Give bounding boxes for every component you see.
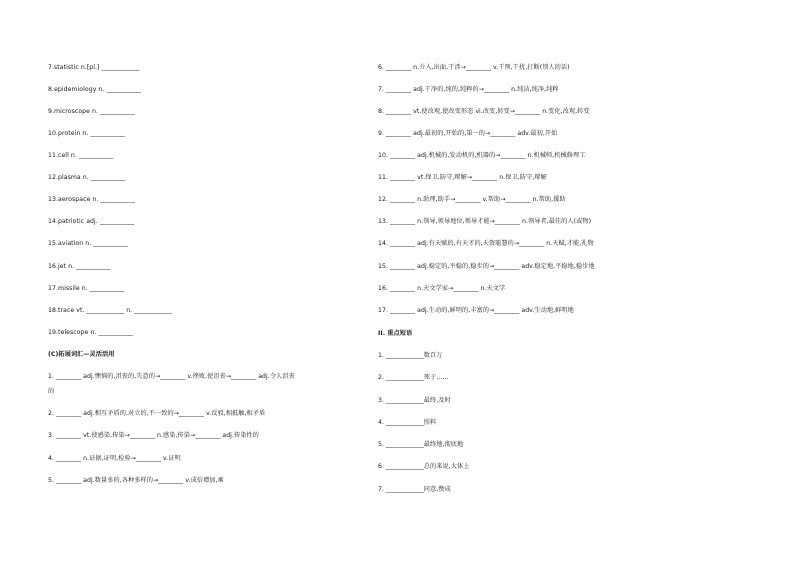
phrase-item-3: 3. ____________最终,及时 bbox=[378, 397, 451, 404]
vocab-item-15: 15.aviation n. ___________ bbox=[48, 240, 128, 247]
phrase-item-7: 7. ____________同意,赞成 bbox=[378, 486, 451, 493]
expand-item-7: 7. ________ adj.干净的,纯的,纯粹的→________ n.纯洁,纯净,纯粹 bbox=[378, 86, 559, 93]
phrase-item-2: 2. ____________死于…… bbox=[378, 374, 449, 381]
expand-item-11: 11. ________ vt.保卫,防守,辩解→________ n.保卫,防守,辩解 bbox=[378, 174, 547, 181]
expand-item-15: 15. ________ adj.稳定的,平稳的,稳步的→________ adv.稳定地,平稳地,稳步地 bbox=[378, 263, 595, 270]
vocab-item-19: 19.telescope n. ___________ bbox=[48, 329, 133, 336]
expand-item-1: 1. ________ adj.懊恼的,沮丧的,失意的→________ v.挫败,使沮丧→________ adj.令人沮丧 bbox=[48, 373, 295, 380]
expand-item-13: 13. ________ n.领导,领导地位,领导才能→________ n.领导者,最佳的人(或物) bbox=[378, 218, 592, 225]
expand-item-5: 5. ________ adj.数量多的,各种多样的→________ v.成倍增加,乘 bbox=[48, 477, 224, 484]
expand-item-3: 3. ________ vt.使感染,传染→________ n.感染,传染→________ adj.传染性的 bbox=[48, 432, 259, 439]
expand-item-6: 6. ________ n.介入,出面,干涉→________ v.干预,干扰,打断(别人的话) bbox=[378, 64, 570, 71]
vocab-item-13: 13.aerospace n. ___________ bbox=[48, 196, 135, 203]
expand-item-16: 16. ________ n.天文学家→________ n.天文学 bbox=[378, 285, 506, 292]
vocab-item-11: 11.cell n. ___________ bbox=[48, 152, 114, 159]
phrase-item-6: 6. ____________总的来说,大体上 bbox=[378, 463, 470, 470]
vocab-item-9: 9.microscope n. ___________ bbox=[48, 108, 135, 115]
phrase-item-4: 4. ____________照料 bbox=[378, 419, 437, 426]
expand-item-17: 17. ________ adj.生动的,鲜明的,丰富的→________ adv.生动地,鲜明地 bbox=[378, 307, 574, 314]
vocab-item-12: 12.plasma n. ___________ bbox=[48, 174, 126, 181]
vocab-item-17: 17.missile n. ___________ bbox=[48, 285, 125, 292]
expand-item-12: 12. ________ n.助理,助手→________ v.帮助→________ n.帮助,援助 bbox=[378, 196, 566, 203]
section-c-title: (C)拓展词汇—灵活活用 bbox=[48, 351, 115, 358]
expand-item-4: 4. ________ n.证据,证明,检验→________ v.证明 bbox=[48, 455, 181, 462]
expand-item-2: 2. ________ adj.相互矛盾的,对立的,不一致的→________ v.反驳,相抵触,相矛盾 bbox=[48, 410, 266, 417]
vocab-item-7: 7.statistic n.[pl.] ____________ bbox=[48, 64, 140, 71]
vocab-item-16: 16.jet n. ___________ bbox=[48, 263, 111, 270]
expand-item-1-cont: 的 bbox=[48, 388, 55, 395]
phrase-item-5: 5. ____________最终地,彻底地 bbox=[378, 441, 464, 448]
expand-item-10: 10. ________ adj.机械的,发动机的,机器的→________ n.机械师,机械修理工 bbox=[378, 152, 586, 159]
expand-item-9: 9. ________ adj.最初的,开始的,第一的→________ adv.最初,开始 bbox=[378, 130, 558, 137]
vocab-item-10: 10.protein n. ___________ bbox=[48, 130, 125, 137]
vocab-item-14: 14.patriotic adj. ___________ bbox=[48, 218, 135, 225]
expand-item-14: 14. ________ adj.有天赋的,有天才的,天资聪慧的→________ n.天赋,才能,礼物 bbox=[378, 240, 594, 247]
expand-item-8: 8. ________ vt.使改观,使改变形态 vi.改变,转变→________ n.变化,改观,转变 bbox=[378, 108, 590, 115]
vocab-item-8: 8.epidemiology n. ___________ bbox=[48, 86, 142, 93]
phrase-item-1: 1. ____________数百万 bbox=[378, 352, 443, 359]
vocab-item-18: 18.trace vt. ____________ n. ____________ bbox=[48, 307, 172, 314]
section-ii-title: II. 重点短语 bbox=[378, 330, 413, 337]
